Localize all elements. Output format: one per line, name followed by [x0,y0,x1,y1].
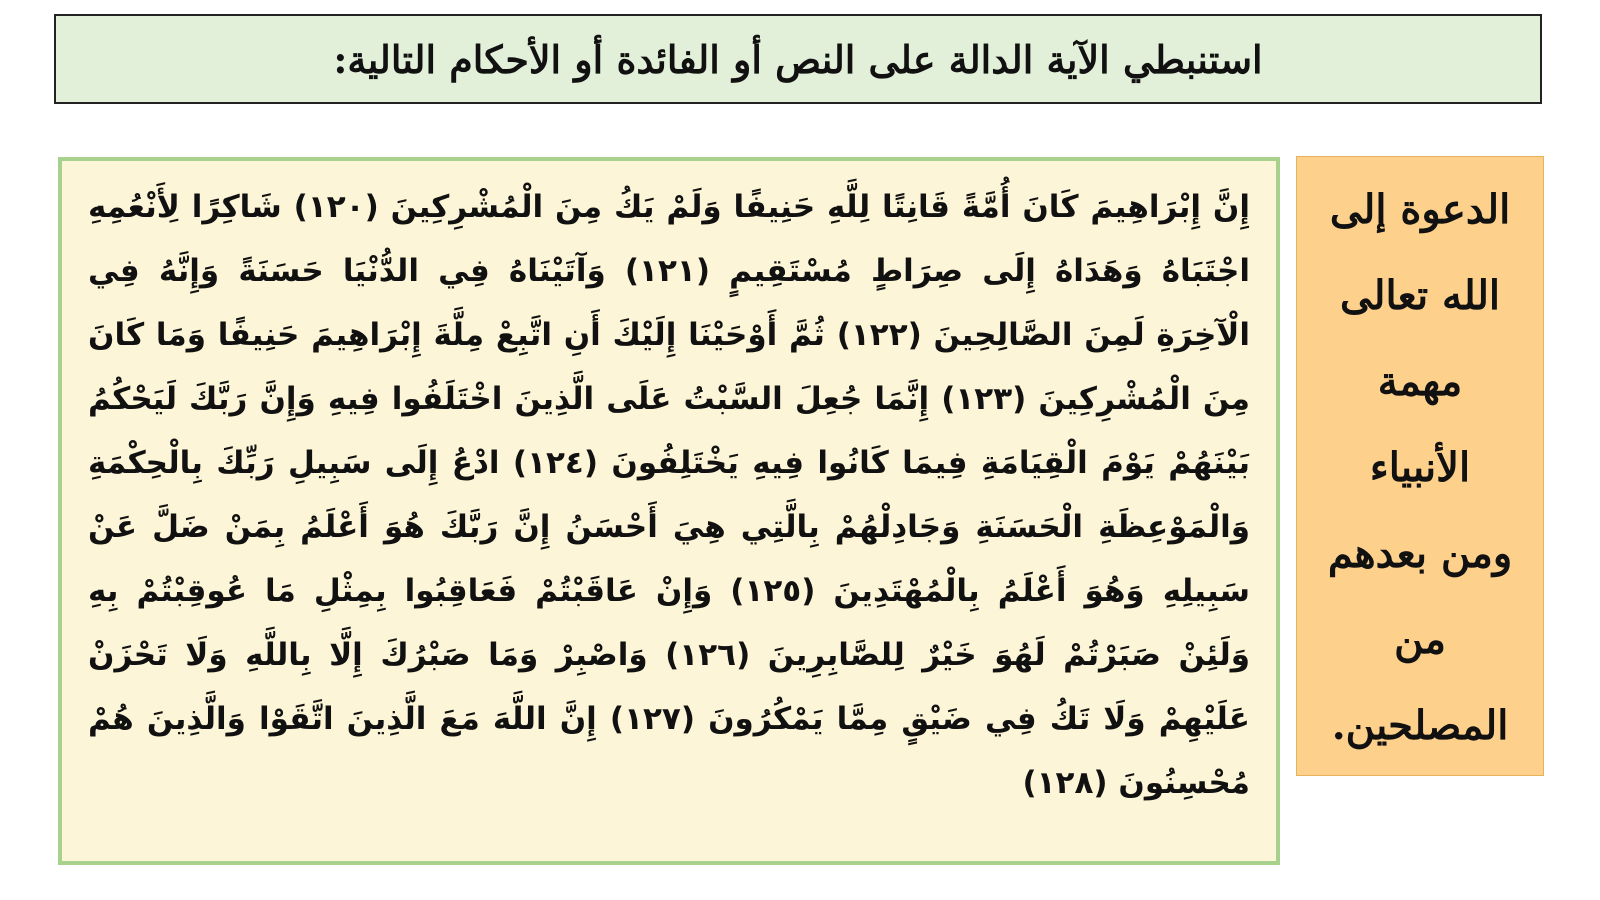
topic-line: ومن بعدهم [1327,530,1513,577]
topic-line: المصلحين. [1331,702,1509,749]
topic-line: الأنبياء [1369,444,1471,491]
quran-verses-text: إِنَّ إِبْرَاهِيمَ كَانَ أُمَّةً قَانِتًا لِلَّهِ حَنِيفًا وَلَمْ يَكُ مِنَ الْمُشْرِكِينَ (١٢٠) شَاكِرًا لِأَنْعُمِهِ اجْتَبَاهُ وَهَدَاهُ إِلَى صِرَاطٍ مُسْتَقِيمٍ (١٢١) وَآتَيْنَاهُ فِي الدُّنْيَا حَسَنَةً وَإِنَّهُ فِي الْآخِرَةِ لَمِنَ الصَّالِحِينَ (١٢٢) ثُمَّ أَوْحَيْنَا إِلَيْكَ أَنِ اتَّبِعْ مِلَّةَ إِبْرَاهِيمَ حَنِيفًا وَمَا كَانَ مِنَ الْمُشْرِكِينَ (١٢٣) إِنَّمَا جُعِلَ السَّبْتُ عَلَى الَّذِينَ اخْتَلَفُوا فِيهِ وَإِنَّ رَبَّكَ لَيَحْكُمُ بَيْنَهُمْ يَوْمَ الْقِيَامَةِ فِيمَا كَانُوا فِيهِ يَخْتَلِفُونَ (١٢٤) ادْعُ إِلَى سَبِيلِ رَبِّكَ بِالْحِكْمَةِ وَالْمَوْعِظَةِ الْحَسَنَةِ وَجَادِلْهُمْ بِالَّتِي هِيَ أَحْسَنُ إِنَّ رَبَّكَ هُوَ أَعْلَمُ بِمَنْ ضَلَّ عَنْ سَبِيلِهِ وَهُوَ أَعْلَمُ بِالْمُهْتَدِينَ (١٢٥) وَإِنْ عَاقَبْتُمْ فَعَاقِبُوا بِمِثْلِ مَا عُوقِبْتُمْ بِهِ وَلَئِنْ صَبَرْتُمْ لَهُوَ خَيْرٌ لِلصَّابِرِينَ (١٢٦) وَاصْبِرْ وَمَا صَبْرُكَ إِلَّا بِاللَّهِ وَلَا تَحْزَنْ عَلَيْهِمْ وَلَا تَكُ فِي ضَيْقٍ مِمَّا يَمْكُرُونَ (١٢٧) إِنَّ اللَّهَ مَعَ الَّذِينَ اتَّقَوْا وَالَّذِينَ هُمْ مُحْسِنُونَ (١٢٨) [88,189,1251,801]
topic-card [1296,156,1544,776]
quran-verses-panel [58,157,1280,865]
topic-line: من [1394,616,1446,663]
instruction-title: استنبطي الآية الدالة على النص أو الفائدة أو الأحكام التالية: [333,36,1263,82]
topic-text [1328,167,1512,769]
instruction-banner [54,14,1542,104]
topic-line: الله تعالى [1339,272,1501,319]
topic-line: الدعوة إلى [1329,186,1511,233]
topic-line: مهمة [1377,358,1463,405]
